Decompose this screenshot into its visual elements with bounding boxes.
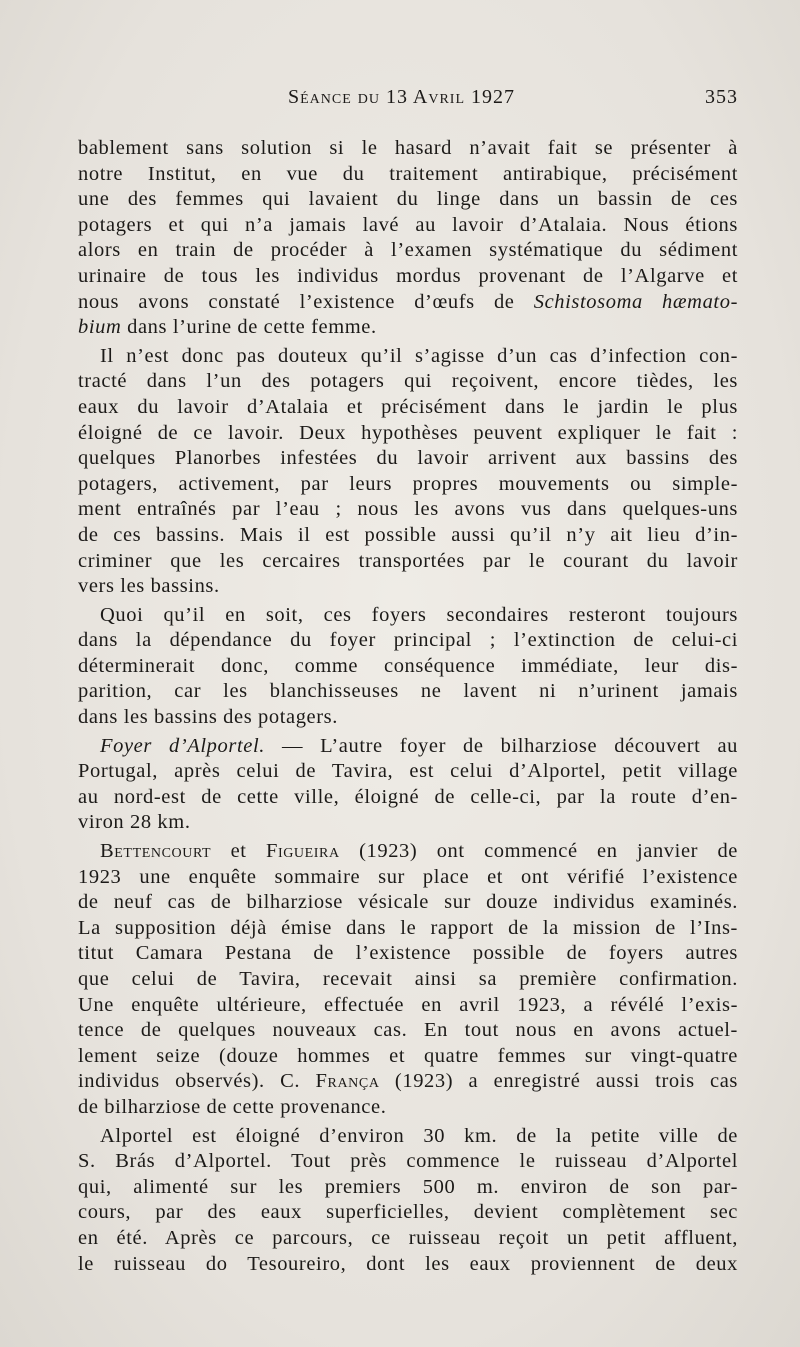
text-segment: Une enquête ultérieure, effectuée en avril 1923, a révélé l’exis- xyxy=(78,993,738,1016)
text-line xyxy=(78,839,738,865)
text-line xyxy=(78,1149,738,1175)
text-segment: que celui de Tavira, recevait ainsi sa première confirmation. xyxy=(78,968,738,990)
text-segment: une des femmes qui lavaient du linge dans un bassin de ces xyxy=(78,188,738,211)
text-line xyxy=(78,916,738,942)
text-segment: lement seize (douze hommes et quatre femmes sur vingt-quatre xyxy=(78,1044,738,1067)
text-segment: déterminerait donc, comme conséquence immédiate, leur dis- xyxy=(78,654,738,677)
text-segment: et xyxy=(211,840,266,863)
text-segment: tracté dans l’un des potagers qui reçoivent, encore tièdes, les xyxy=(78,370,738,393)
text-segment: viron 28 km. xyxy=(78,811,191,834)
running-title: Séance du 13 Avril 1927 xyxy=(288,86,516,108)
text-line xyxy=(78,574,738,600)
text-segment: dans la dépendance du foyer principal ; l’extinction de celui-ci xyxy=(78,629,738,652)
text-line xyxy=(78,993,738,1019)
text-line xyxy=(78,264,738,290)
text-segment: cours, par des eaux superficielles, devient complètement sec xyxy=(78,1201,738,1224)
text-segment: La supposition déjà émise dans le rapport de la mission de l’Ins- xyxy=(78,916,738,939)
text-line xyxy=(78,865,738,891)
text-segment: de bilharziose de cette provenance. xyxy=(78,1095,387,1118)
text-segment: de neuf cas de bilharziose vésicale sur douze individus examinés. xyxy=(78,891,738,914)
text-line xyxy=(78,890,738,916)
text-segment: de ces bassins. Mais il est possible aussi qu’il n’y ait lieu d’in- xyxy=(78,523,738,546)
text-line xyxy=(78,810,738,836)
text-segment: parition, car les blanchisseuses ne lavent ni n’urinent jamais xyxy=(78,680,738,703)
text-line xyxy=(78,290,738,316)
page-header xyxy=(78,86,738,118)
text-line xyxy=(78,1044,738,1070)
text-line xyxy=(78,472,738,498)
small-caps-name: Bettencourt xyxy=(100,840,212,863)
text-line xyxy=(78,187,738,213)
text-line xyxy=(78,213,738,239)
text-line xyxy=(78,1226,738,1252)
text-segment: — L’autre foyer de bilharziose découvert au xyxy=(264,734,738,757)
text-segment: criminer que les cercaires transportées par le courant du lavoir xyxy=(78,549,738,572)
text-line xyxy=(78,1069,738,1095)
text-line xyxy=(78,941,738,967)
text-segment: notre Institut, en vue du traitement antirabique, précisément xyxy=(78,162,738,185)
text-line xyxy=(78,603,738,629)
text-segment: nous avons constaté l’existence d’œufs de xyxy=(78,290,534,313)
text-line xyxy=(78,549,738,575)
text-segment: dans l’urine de cette femme. xyxy=(121,316,377,339)
text-segment: titut Camara Pestana de l’existence possible de foyers autres xyxy=(78,942,738,965)
text-line xyxy=(78,446,738,472)
text-line xyxy=(78,654,738,680)
text-segment: au nord-est de cette ville, éloigné de celle-ci, par la route d’en- xyxy=(78,785,738,808)
text-segment: (1923) a enregistré aussi trois cas xyxy=(379,1070,738,1093)
text-line xyxy=(78,734,738,760)
text-segment: ment entraînés par l’eau ; nous les avons vus dans quelques-uns xyxy=(78,498,738,521)
text-segment: alors en train de procéder à l’examen systématique du sédiment xyxy=(78,239,738,262)
text-segment: quelques Planorbes infestées du lavoir arrivent aux bassins des xyxy=(78,447,738,470)
text-line xyxy=(78,523,738,549)
text-segment: Alportel est éloigné d’environ 30 km. de la petite ville de xyxy=(100,1124,738,1147)
text-segment: 1923 une enquête sommaire sur place et ont vérifié l’existence xyxy=(78,865,738,888)
text-segment: Quoi qu’il en soit, ces foyers secondaires resteront toujours xyxy=(100,603,738,626)
italic-text: Schistosoma hæmato- xyxy=(533,290,738,313)
text-segment: S. Brás d’Alportel. Tout près commence le ruisseau d’Alportel xyxy=(78,1150,738,1173)
text-segment: potagers, activement, par leurs propres mouvements ou simple- xyxy=(78,472,738,495)
text-segment: vers les bassins. xyxy=(78,575,220,598)
text-segment: le ruisseau do Tesoureiro, dont les eaux proviennent de deux xyxy=(78,1252,738,1275)
italic-text: bium xyxy=(78,316,122,339)
text-line xyxy=(78,1252,738,1278)
text-line xyxy=(78,238,738,264)
text-segment: individus observés). xyxy=(78,1070,281,1093)
text-line xyxy=(78,315,738,341)
text-line xyxy=(78,1200,738,1226)
text-line xyxy=(78,421,738,447)
text-line xyxy=(78,344,738,370)
text-line xyxy=(78,1124,738,1150)
text-segment: urinaire de tous les individus mordus provenant de l’Algarve et xyxy=(78,264,738,287)
text-segment: qui, alimenté sur les premiers 500 m. environ de son par- xyxy=(78,1175,738,1198)
text-line xyxy=(78,162,738,188)
text-segment: éloigné de ce lavoir. Deux hypothèses peuvent expliquer le fait : xyxy=(78,421,738,444)
text-segment: bablement sans solution si le hasard n’avait fait se présenter à xyxy=(78,137,738,159)
italic-text: Foyer d’Alportel. xyxy=(100,734,265,757)
text-line xyxy=(78,369,738,395)
text-line xyxy=(78,967,738,993)
text-segment: (1923) ont commencé en janvier de xyxy=(339,840,738,863)
text-segment: Il n’est donc pas douteux qu’il s’agisse d’un cas d’infection con- xyxy=(100,344,738,367)
text-line xyxy=(78,395,738,421)
page-number: 353 xyxy=(705,86,738,108)
small-caps-name: C. França xyxy=(280,1070,380,1093)
text-segment: en été. Après ce parcours, ce ruisseau reçoit un petit affluent, xyxy=(78,1226,738,1249)
text-segment: tence de quelques nouveaux cas. En tout nous en avons actuel- xyxy=(78,1019,738,1042)
text-line xyxy=(78,628,738,654)
text-segment: potagers et qui n’a jamais lavé au lavoir d’Atalaia. Nous étions xyxy=(78,213,738,236)
body-text xyxy=(78,136,738,1277)
text-line xyxy=(78,136,738,162)
text-line xyxy=(78,679,738,705)
small-caps-name: Figueira xyxy=(265,840,340,863)
text-segment: Portugal, après celui de Tavira, est celui d’Alportel, petit village xyxy=(78,760,738,783)
text-segment: dans les bassins des potagers. xyxy=(78,706,338,729)
text-line xyxy=(78,1175,738,1201)
text-line xyxy=(78,1095,738,1121)
text-segment: eaux du lavoir d’Atalaia et précisément dans le jardin le plus xyxy=(78,395,738,418)
text-line xyxy=(78,497,738,523)
text-line xyxy=(78,705,738,731)
text-line xyxy=(78,759,738,785)
text-line xyxy=(78,1018,738,1044)
text-line xyxy=(78,785,738,811)
